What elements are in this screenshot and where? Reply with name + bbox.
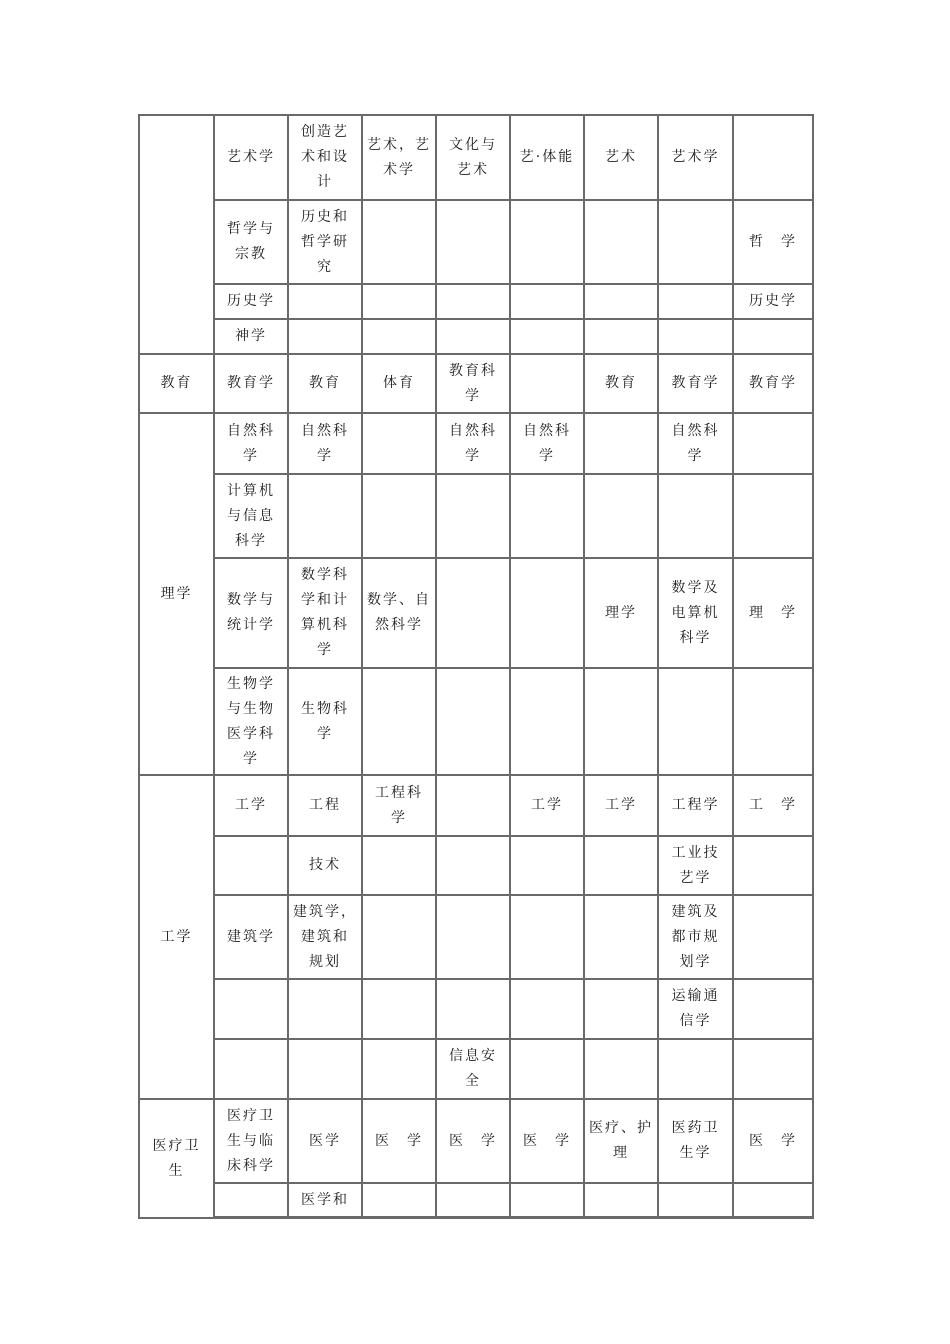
table-cell: 教育 [289,355,363,414]
table-cell: 医疗卫 生 [140,1100,215,1219]
table-cell: 工学 [140,776,215,1100]
table-row [140,201,814,285]
table-cell [511,285,585,320]
table-row [140,355,814,414]
table-cell [659,1040,734,1100]
table-cell: 医学和 [289,1184,363,1219]
table-cell: 技术 [289,837,363,896]
table-cell [363,669,437,776]
table-cell: 数学、自 然科学 [363,559,437,669]
table-row [140,414,814,475]
table-cell [511,320,585,355]
table-cell: 建筑学 [215,896,289,980]
table-cell [437,776,511,837]
table-cell [585,1184,659,1219]
table-cell [437,896,511,980]
table-cell: 教育科 学 [437,355,511,414]
table-cell [511,1184,585,1219]
table-cell [734,1040,814,1100]
table-cell [585,285,659,320]
table-cell [734,475,814,559]
table-cell [363,475,437,559]
table-row [140,1184,814,1219]
table-cell [585,980,659,1040]
table-cell: 创造艺 术和设 计 [289,116,363,201]
table-cell: 哲 学 [734,201,814,285]
table-cell [585,896,659,980]
table-cell: 教育学 [659,355,734,414]
table-cell: 医 学 [511,1100,585,1184]
table-cell: 医 学 [734,1100,814,1184]
table-cell [734,414,814,475]
table-row [140,1100,814,1184]
table-cell: 工学 [215,776,289,837]
table-cell [363,837,437,896]
table-cell: 运输通 信学 [659,980,734,1040]
table-row [140,320,814,355]
table-cell [585,669,659,776]
table-cell: 自然科 学 [289,414,363,475]
table-cell [585,320,659,355]
table-cell [437,201,511,285]
table-cell: 理学 [585,559,659,669]
table-cell [511,980,585,1040]
table-cell: 工程 [289,776,363,837]
table-cell [511,355,585,414]
table-cell [289,285,363,320]
table-body [140,116,814,1219]
table-cell: 教育 [585,355,659,414]
table-cell [140,116,215,355]
table-row [140,285,814,320]
table-cell [215,837,289,896]
table-cell [585,1040,659,1100]
table-cell: 艺·体能 [511,116,585,201]
table-cell: 医学 [289,1100,363,1184]
table-cell [363,980,437,1040]
table-row [140,896,814,980]
table-cell [289,1040,363,1100]
table-cell [215,980,289,1040]
table-cell: 生物科 学 [289,669,363,776]
table-cell [363,320,437,355]
table-cell: 体育 [363,355,437,414]
table-cell [511,1040,585,1100]
table-cell: 理 学 [734,559,814,669]
table-cell: 工学 [585,776,659,837]
table-cell [734,896,814,980]
table-cell [511,475,585,559]
table-cell [511,559,585,669]
table-cell: 哲学与 宗教 [215,201,289,285]
table-cell [659,201,734,285]
table-cell [363,414,437,475]
table-cell [734,669,814,776]
table-cell: 医疗卫 生与临 床科学 [215,1100,289,1184]
table-cell: 医 学 [437,1100,511,1184]
table-cell [437,559,511,669]
table-cell [363,285,437,320]
table-cell: 历史和 哲学研 究 [289,201,363,285]
table-cell: 艺术学 [215,116,289,201]
table-row [140,1040,814,1100]
table-cell [363,201,437,285]
table-cell: 工学 [511,776,585,837]
table-cell: 工业技 艺学 [659,837,734,896]
table-cell: 信息安 全 [437,1040,511,1100]
table-cell [363,896,437,980]
table-row [140,837,814,896]
table-cell: 工程学 [659,776,734,837]
table-cell [659,285,734,320]
table-cell [363,1040,437,1100]
table-row [140,475,814,559]
table-cell: 教育 [140,355,215,414]
table-cell [734,980,814,1040]
table-cell: 自然科 学 [511,414,585,475]
table-cell: 医 学 [363,1100,437,1184]
table-row [140,559,814,669]
table-cell [437,669,511,776]
table-cell [585,414,659,475]
table-cell: 建筑学， 建筑和 规划 [289,896,363,980]
table-cell: 历史学 [734,285,814,320]
table-cell: 艺术，艺 术学 [363,116,437,201]
table-cell [437,837,511,896]
table-cell: 艺术 [585,116,659,201]
table-cell [585,837,659,896]
table-cell [511,669,585,776]
table-cell: 生物学 与生物 医学科 学 [215,669,289,776]
table-cell [659,1184,734,1219]
table-cell [437,1184,511,1219]
table-cell [511,896,585,980]
table-cell: 计算机 与信息 科学 [215,475,289,559]
table-cell: 历史学 [215,285,289,320]
table-row [140,980,814,1040]
table-cell [659,669,734,776]
table-cell [437,475,511,559]
table-cell [585,475,659,559]
table-cell [437,980,511,1040]
table-cell [511,837,585,896]
table-cell [363,1184,437,1219]
table-cell: 数学科 学和计 算机科 学 [289,559,363,669]
table-cell: 医药卫 生学 [659,1100,734,1184]
table-cell: 艺术学 [659,116,734,201]
table-row [140,669,814,776]
table-cell [659,320,734,355]
table-cell: 神学 [215,320,289,355]
table-cell: 自然科 学 [659,414,734,475]
table-cell [734,1184,814,1219]
table-cell: 工程科 学 [363,776,437,837]
table-cell [289,980,363,1040]
discipline-table [138,114,814,1219]
table-cell: 文化与 艺术 [437,116,511,201]
table-cell [659,475,734,559]
table-cell [734,837,814,896]
table-cell: 教育学 [734,355,814,414]
table-cell: 自然科 学 [437,414,511,475]
table-cell [215,1040,289,1100]
table-cell: 自然科 学 [215,414,289,475]
table-cell: 教育学 [215,355,289,414]
table-cell [215,1184,289,1219]
table-row [140,776,814,837]
table-cell [511,201,585,285]
table-cell: 数学与 统计学 [215,559,289,669]
table-cell [734,116,814,201]
table-cell [585,201,659,285]
table-cell: 理学 [140,414,215,776]
table-cell [734,320,814,355]
table-cell [289,475,363,559]
table-cell: 工 学 [734,776,814,837]
table-cell: 医疗、护 理 [585,1100,659,1184]
table-cell [437,285,511,320]
table-cell [289,320,363,355]
table-cell: 数学及 电算机 科学 [659,559,734,669]
table-cell [437,320,511,355]
table-row [140,116,814,201]
table-cell: 建筑及 都市规 划学 [659,896,734,980]
